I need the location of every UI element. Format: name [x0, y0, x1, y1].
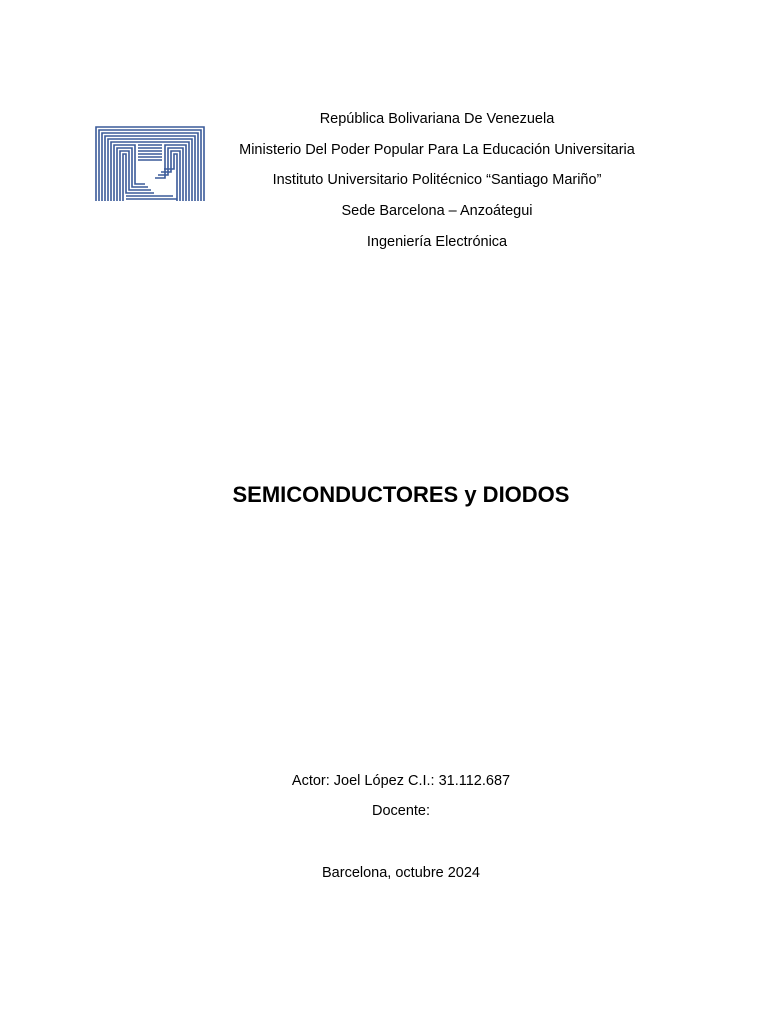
author-line: Actor: Joel López C.I.: 31.112.687 [291, 773, 511, 789]
header-line-career: Ingeniería Electrónica [366, 234, 508, 250]
document-title: SEMICONDUCTORES y DIODOS [232, 482, 570, 507]
header-line-ministry: Ministerio Del Poder Popular Para La Educación Universitaria [239, 142, 635, 158]
header-line-institute: Instituto Universitario Politécnico “Santiago Mariño” [272, 172, 602, 188]
institution-logo-icon [95, 126, 205, 202]
header-line-campus: Sede Barcelona – Anzoátegui [341, 203, 533, 219]
teacher-line: Docente: [371, 803, 431, 819]
place-date-line: Barcelona, octubre 2024 [322, 865, 480, 881]
header-line-republic: República Bolivariana De Venezuela [319, 111, 555, 127]
